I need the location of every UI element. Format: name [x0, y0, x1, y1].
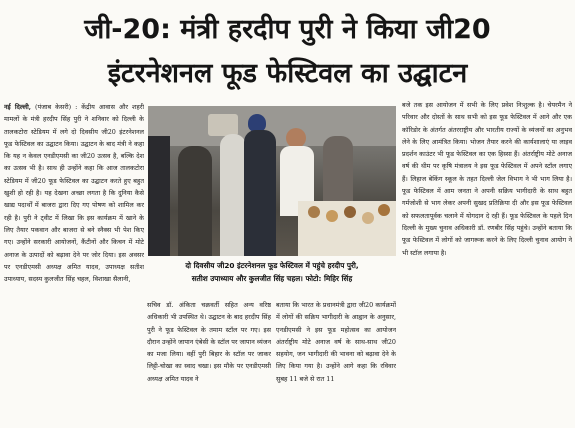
news-photo [148, 106, 396, 256]
article-column-1 [4, 101, 144, 425]
article-column-4: बजे तक इस आयोजन में सभी के लिए प्रवेश निःशुल्क है। चेयरमैन ने परिवार और दोस्तों के साथ सभी को इस फूड फेस्टिवल में आने और एक कॉरिडोर के अंतर्गत अंतरराष्ट्रीय और भारतीय राज्यों के व्यंजनों का अनुभव लेने के लिए आमंत्रित किया। भोजन तैयार करने की कार्यशालाएं या लाइव प्रदर्शन काउंटर भी फूड फेस्टिवल का एक हिस्सा हैं। अंतर्राष्ट्रीय मोटे अनाज वर्ष की थीम पर कृषि मंत्रालय ने इस फूड फेस्टिवल में अपने स्टॉल लगाए हैं। लिहाज बेकिंग स्कूल के तहत दिल्ली जेल विभाग ने भी भाग लिया है। फूड फेस्टिवल में आम जनता ने अपनी सक्रिय भागीदारी के साथ बहुत गर्मजोशी से भाग लेकर अपनी सुखद प्रतिक्रिया दी और इस फूड फेस्टिवल को सफलतापूर्वक चलाने में योगदान दे रही हैं। फूड फेस्टिवल के पहले दिन दिल्ली के मुख्य चुनाव अधिकारी डॉ. रणबीर सिंह पहुंचे। उन्होंने बताया कि फूड फेस्टिवल में लोगों को जागरूक करने के लिए दिल्ली चुनाव आयोग ने भी स्टॉल लगाया है। [402, 101, 572, 257]
article-column-2: सचिव डॉ. अंकिता चक्रवर्ती सहित अन्य वरिष्ठ अधिकारी भी उपस्थित थे। उद्घाटन के बाद हरदीप सिंह पुरी ने फूड फेस्टिवल के तमाम स्टॉल पर गए। इस दौरान उन्होंने जापान एंबेसी के स्टॉल पर जापान व्यंजन का मजा लिया। वहीं पुरी बिहार के स्टॉल पर जाकर लिट्टी-चोखा का स्वाद चखा। इस मौके पर एनडीएमसी अध्यक्ष अमित यादव ने [147, 301, 271, 383]
article-text-1: (पंजाब केसरी) : केंद्रीय आवास और शहरी मामलों के मंत्री हरदीप सिंह पुरी ने शनिवार को दिल्ली के तालकटोरा स्टेडियम में लगे दो दिवसीय जी20 इंटरनेशनल फूड फेस्टिवल का उद्घाटन किया। उद्घाटन के बाद मंत्री ने कहा कि यह न केवल एनडीएमसी का जी20 उत्सव है, बल्कि देश का उत्सव भी है। साथ ही उन्होंने कहा कि आज तालकटोरा स्टेडियम में जी20 फूड फेस्टिवल का उद्घाटन करते हुए बहुत खुशी हो रही है। यह देखना अच्छा लगता है कि दुनिया कैसे खाद्य पदार्थों में बाजरा द्वारा दिए गए पोषण को शामिल कर रही है। पुरी ने ट्वीट में लिखा कि इस कार्यक्रम में खाने के लिए तैयार पकवान और बाजरा से बने स्नैक्स भी पेश किए गए। उन्होंने सरकारी आयोजनों, कैंटीनों और किचन में मोटे अनाज के उत्पादों को बढ़ावा देने पर जोर दिया। इस अवसर पर एनडीएमसी अध्यक्ष अमित यादव, उपाध्यक्ष सतीश उपाध्याय, सदस्य कुलजीत सिंह चहल, विशाखा सैलानी, [4, 103, 144, 284]
headline-line-1: जी-20: मंत्री हरदीप पुरी ने किया जी20 [84, 14, 491, 45]
headline-line-2: इंटरनेशनल फूड फेस्टिवल का उद्घाटन [107, 58, 468, 89]
caption-line-2: सतीश उपाध्याय और कुलजीत सिंह चहल। फोटो: मिहिर सिंह [191, 274, 353, 283]
article-column-3: बताया कि भारत के प्रधानमंत्री द्वारा जी20 कार्यक्रमों में लोगों की सक्रिय भागीदारी के आह्वान के अनुसार, एनडीएमसी ने इस फूड महोत्सव का आयोजन अंतर्राष्ट्रीय मोटे अनाज वर्ष के साथ-साथ जी20 सहयोग, जन भागीदारी की भावना को बढ़ावा देने के लिए किया गया है। उन्होंने आगे कहा कि रविवार सुबह 11 बजे से रात 11 [276, 301, 396, 383]
photo-caption [148, 259, 396, 285]
caption-line-1: दो दिवसीय जी20 इंटरनेशनल फूड फेस्टिवल में पहुंचे हरदीप पुरी, [185, 261, 359, 270]
dateline: नई दिल्ली, [4, 103, 31, 111]
